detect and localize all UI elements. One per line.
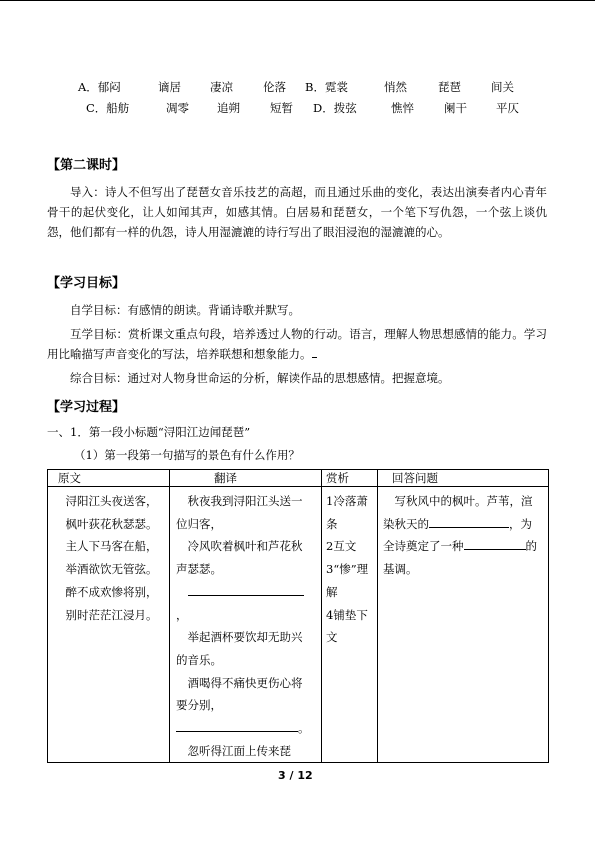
option-word: 凄凉 xyxy=(210,80,233,94)
top-rule xyxy=(0,0,595,1)
section-title-process: 【学习过程】 xyxy=(47,400,126,415)
header-analysis: 赏析 xyxy=(322,470,378,487)
original-line: 举酒欲饮无管弦。 xyxy=(65,562,158,577)
analysis-item: 4铺垫下文 xyxy=(326,607,368,645)
translation-line: 酒喝得不痛快更伤心将要分别， xyxy=(176,675,303,713)
page-number xyxy=(278,769,313,782)
answer-text-2: ，为全诗奠定了一种 xyxy=(383,516,532,554)
answer-blank[interactable] xyxy=(176,717,298,732)
analysis-cell xyxy=(322,487,378,763)
header-answer: 回答问题 xyxy=(378,470,549,487)
goal-mutual-text: 互学目标：赏析课文重点句段，培养透过人物的行动。语言，理解人物思想感情的能力。学习用比喻描写声音变化的写法，培养联想和想象能力。 xyxy=(47,327,547,361)
table-header-row xyxy=(48,470,549,487)
option-word: 追朔 xyxy=(217,101,240,115)
section-title-second-lesson: 【第二课时】 xyxy=(47,158,126,173)
translation-line: ， xyxy=(176,607,188,622)
translation-punct: 。 xyxy=(298,721,310,736)
answer-blank[interactable] xyxy=(188,581,304,596)
reading-table xyxy=(47,469,549,763)
option-word: B．霓裳 xyxy=(305,80,348,94)
translation-line: 冷风吹着枫叶和芦花秋声瑟瑟。 xyxy=(176,539,303,577)
header-translation: 翻译 xyxy=(170,470,322,487)
translation-line: 秋夜我到浔阳江头送一位归客， xyxy=(176,494,303,531)
translation-line: 忽听得江面上传来琵 xyxy=(187,743,291,758)
analysis-item: 2互文 xyxy=(326,539,357,554)
underline-mark xyxy=(312,357,317,358)
original-text-cell xyxy=(48,487,170,763)
table-body-row xyxy=(48,487,549,763)
page-total: 12 xyxy=(297,769,313,782)
translation-line: 举起酒杯要饮却无助兴的音乐。 xyxy=(176,630,303,667)
intro-paragraph: 导入：诗人不但写出了琵琶女音乐技艺的高超，而且通过乐曲的变化，表达出演奏者内心青年骨干的起伏变化，让人如闻其声，如感其情。白居易和琵琶女，一个笔下写仇怨，一个弦上谈仇怨，他们都有一样的仇怨，诗人用湿漉漉的诗行写出了眼泪浸泡的湿漉漉的心。 xyxy=(47,185,547,239)
analysis-item: 1冷落萧条 xyxy=(326,494,368,531)
option-word: D．拨弦 xyxy=(313,101,357,115)
header-original: 原文 xyxy=(48,470,170,487)
original-line: 枫叶荻花秋瑟瑟。 xyxy=(65,516,158,531)
option-word: 伦落 xyxy=(263,80,286,94)
answer-cell xyxy=(378,487,549,763)
option-word: 短暂 xyxy=(270,101,293,115)
original-line: 浔阳江头夜送客， xyxy=(65,494,158,508)
option-word: 间关 xyxy=(491,80,514,94)
process-step-1: 一、1．第一段小标题“浔阳江边闻琵琶” xyxy=(47,425,251,439)
option-word: 憔悴 xyxy=(391,101,414,115)
option-word: 平仄 xyxy=(496,101,519,115)
page-separator: / xyxy=(285,769,298,782)
answer-text-1: 写秋风中的枫叶。芦苇，渲染秋天的 xyxy=(383,494,533,531)
option-word: 阑干 xyxy=(444,101,467,115)
answer-blank[interactable] xyxy=(464,535,526,550)
answer-blank[interactable] xyxy=(429,513,509,528)
original-line: 主人下马客在船， xyxy=(65,539,158,554)
process-question-1: （1）第一段第一句描写的景色有什么作用？ xyxy=(74,448,300,462)
option-word: C．船舫 xyxy=(86,101,130,115)
page-current: 3 xyxy=(278,769,286,782)
goal-mutual xyxy=(47,324,547,364)
goal-self: 自学目标：有感情的朗读。背诵诗歌并默写。 xyxy=(70,303,300,317)
analysis-item: 3“惨”理解 xyxy=(326,562,369,599)
translation-blank-line[interactable] xyxy=(176,717,313,740)
option-word: 凋零 xyxy=(166,101,189,115)
translation-cell xyxy=(170,487,322,763)
translation-blank-line[interactable] xyxy=(176,581,313,604)
original-line: 别时茫茫江浸月。 xyxy=(65,607,158,622)
option-word: A．郁闷 xyxy=(78,80,121,94)
goal-overall: 综合目标：通过对人物身世命运的分析，解读作品的思想感情。把握意境。 xyxy=(70,371,450,385)
original-line: 醉不成欢惨将别， xyxy=(65,584,158,599)
option-word: 琵琶 xyxy=(438,80,461,94)
answer-text xyxy=(383,490,542,581)
option-word: 悄然 xyxy=(384,80,407,94)
answer-text-3: 的基调。 xyxy=(383,539,537,577)
section-title-goals: 【学习目标】 xyxy=(47,276,126,291)
option-word: 谪居 xyxy=(158,80,181,94)
